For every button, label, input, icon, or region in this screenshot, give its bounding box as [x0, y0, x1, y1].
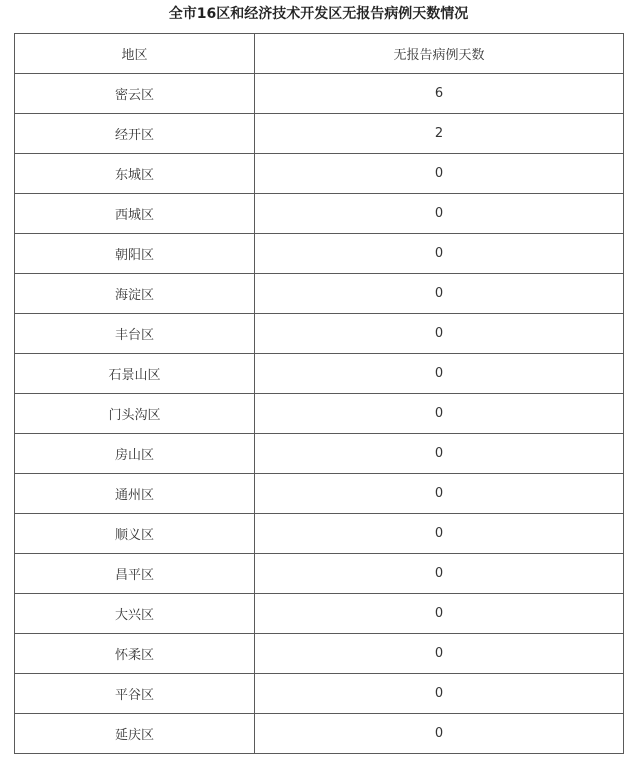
table-row [15, 114, 624, 154]
days-cell: 0 [255, 474, 624, 514]
days-cell: 2 [255, 114, 624, 154]
header-district: 地区 [15, 34, 255, 74]
table-row [15, 274, 624, 314]
days-cell: 6 [255, 74, 624, 114]
district-stats-table [14, 33, 624, 754]
days-cell: 0 [255, 714, 624, 754]
table-row [15, 74, 624, 114]
days-cell: 0 [255, 674, 624, 714]
days-cell: 0 [255, 354, 624, 394]
days-cell: 0 [255, 514, 624, 554]
table-row [15, 474, 624, 514]
table-row [15, 714, 624, 754]
table-row [15, 634, 624, 674]
district-cell: 丰台区 [15, 314, 255, 354]
days-cell: 0 [255, 234, 624, 274]
district-cell: 延庆区 [15, 714, 255, 754]
days-cell: 0 [255, 434, 624, 474]
district-cell: 石景山区 [15, 354, 255, 394]
days-cell: 0 [255, 154, 624, 194]
page-title: 全市16区和经济技术开发区无报告病例天数情况 [168, 6, 469, 22]
table-row [15, 394, 624, 434]
table-row [15, 674, 624, 714]
header-days: 无报告病例天数 [255, 34, 624, 74]
table-row [15, 154, 624, 194]
district-cell: 门头沟区 [15, 394, 255, 434]
district-cell: 东城区 [15, 154, 255, 194]
district-cell: 昌平区 [15, 554, 255, 594]
district-cell: 密云区 [15, 74, 255, 114]
district-cell: 平谷区 [15, 674, 255, 714]
district-cell: 大兴区 [15, 594, 255, 634]
days-cell: 0 [255, 634, 624, 674]
days-cell: 0 [255, 394, 624, 434]
district-cell: 房山区 [15, 434, 255, 474]
district-cell: 海淀区 [15, 274, 255, 314]
district-cell: 通州区 [15, 474, 255, 514]
table-row [15, 554, 624, 594]
table-row [15, 354, 624, 394]
district-cell: 朝阳区 [15, 234, 255, 274]
district-cell: 经开区 [15, 114, 255, 154]
days-cell: 0 [255, 274, 624, 314]
table-header-row [15, 34, 624, 74]
table-row [15, 234, 624, 274]
days-cell: 0 [255, 554, 624, 594]
days-cell: 0 [255, 194, 624, 234]
table-row [15, 194, 624, 234]
days-cell: 0 [255, 594, 624, 634]
district-cell: 西城区 [15, 194, 255, 234]
table-row [15, 314, 624, 354]
table-row [15, 594, 624, 634]
district-cell: 顺义区 [15, 514, 255, 554]
district-cell: 怀柔区 [15, 634, 255, 674]
table-row [15, 514, 624, 554]
days-cell: 0 [255, 314, 624, 354]
table-row [15, 434, 624, 474]
